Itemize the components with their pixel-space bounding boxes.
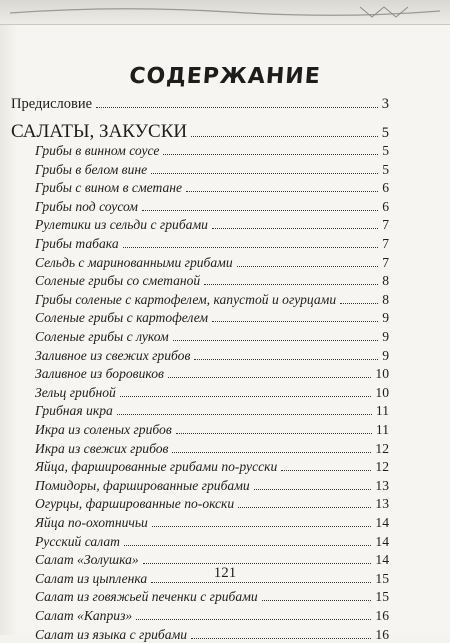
toc-entry-label: Сельдь с маринованными грибами bbox=[35, 254, 233, 270]
toc-entry-row bbox=[35, 515, 389, 531]
dot-leader bbox=[281, 470, 371, 471]
dot-leader bbox=[340, 303, 378, 304]
toc-entry-row bbox=[35, 385, 389, 401]
toc-entry-row bbox=[35, 366, 389, 382]
toc-entry-row bbox=[35, 534, 389, 550]
toc-entry-label: Рулетики из сельди с грибами bbox=[35, 217, 208, 233]
toc-page-number: 14 bbox=[375, 533, 389, 549]
dot-leader bbox=[254, 489, 372, 490]
toc-entry-label: Соленые грибы с луком bbox=[35, 329, 169, 344]
page-number-footer: 121 bbox=[213, 565, 237, 581]
toc-entry-row bbox=[35, 441, 389, 457]
toc-entry-row bbox=[35, 459, 389, 475]
toc-page-number: 16 bbox=[375, 626, 389, 642]
toc-entry-label: Икра из соленых грибов bbox=[35, 422, 172, 437]
toc-section-heading bbox=[11, 121, 389, 143]
toc-entry-label: Салат из говяжьей печенки с грибами bbox=[35, 589, 258, 605]
toc-entry-label: Русский салат bbox=[35, 533, 120, 549]
toc-page-number: 11 bbox=[375, 403, 389, 419]
toc-page-number: 13 bbox=[375, 477, 389, 493]
toc-entry-row bbox=[35, 496, 389, 512]
toc-entry-label: Грибы табака bbox=[35, 236, 119, 251]
toc-entry-label: Помидоры, фаршированные грибами bbox=[35, 477, 250, 493]
toc-front-matter-row bbox=[11, 96, 389, 113]
toc-entry-row bbox=[35, 292, 389, 308]
toc-page-number: 9 bbox=[382, 347, 389, 363]
dot-leader bbox=[163, 154, 378, 155]
dot-leader bbox=[142, 210, 378, 211]
toc-page-number: 8 bbox=[382, 291, 389, 307]
toc-page-number: 15 bbox=[375, 570, 389, 586]
toc-entry-row bbox=[35, 180, 389, 196]
toc-entry-label: Заливное из боровиков bbox=[35, 366, 164, 382]
toc-page-number: 15 bbox=[375, 589, 389, 605]
toc-page-number: 11 bbox=[375, 422, 389, 437]
toc-page-number: 5 bbox=[381, 125, 389, 141]
dot-leader bbox=[117, 414, 372, 415]
toc-page-number: 9 bbox=[382, 310, 389, 326]
toc-entry-label: Соленые грибы со сметаной bbox=[35, 273, 201, 289]
dot-leader bbox=[123, 247, 379, 248]
toc-entry-label: Грибы в белом вине bbox=[35, 161, 148, 177]
dot-leader bbox=[151, 173, 378, 174]
toc-entry-label: Салат «Каприз» bbox=[35, 608, 133, 623]
dot-leader bbox=[124, 545, 371, 546]
toc-entry-label: Икра из свежих грибов bbox=[35, 440, 169, 456]
toc-entry-label: Салат «Золушка» bbox=[35, 552, 139, 568]
toc-entry-label: Заливное из свежих грибов bbox=[35, 347, 191, 363]
toc-entry-label: Грибы соленые с картофелем, капустой и огурцами bbox=[35, 291, 337, 307]
page-header-band bbox=[0, 0, 450, 25]
toc-entry-row bbox=[35, 403, 389, 419]
dot-leader bbox=[191, 638, 371, 639]
dot-leader bbox=[212, 321, 378, 322]
toc-entry-row bbox=[35, 255, 389, 271]
toc-entry-label: Зельц грибной bbox=[35, 384, 116, 400]
toc-entry-label: Салат из цыпленка bbox=[35, 570, 148, 586]
toc-page-number: 5 bbox=[382, 161, 389, 177]
dot-leader bbox=[168, 377, 371, 378]
toc-entry-label: Грибы в винном соусе bbox=[35, 143, 160, 158]
dot-leader bbox=[172, 452, 371, 453]
toc-page-number: 7 bbox=[382, 236, 389, 251]
section-title: САЛАТЫ, ЗАКУСКИ bbox=[11, 121, 188, 142]
toc-page-number: 8 bbox=[382, 273, 389, 289]
toc-page-number: 3 bbox=[381, 96, 389, 112]
header-ornament-icon bbox=[0, 3, 450, 21]
toc-page-number: 14 bbox=[375, 552, 389, 568]
toc-entry-row bbox=[35, 162, 389, 178]
toc-entry-row bbox=[35, 329, 389, 345]
toc-entry-row bbox=[35, 608, 389, 624]
dot-leader bbox=[238, 507, 371, 508]
toc-page-number: 9 bbox=[382, 329, 389, 344]
dot-leader bbox=[194, 359, 378, 360]
toc-page-number: 5 bbox=[382, 143, 389, 158]
dot-leader bbox=[173, 340, 379, 341]
toc-entry-row bbox=[35, 478, 389, 494]
dot-leader bbox=[152, 526, 372, 527]
toc-entry-label: Огурцы, фаршированные по-окски bbox=[35, 496, 235, 512]
dot-leader bbox=[262, 600, 372, 601]
toc-entry-label: Яйца по-охотничьи bbox=[35, 515, 148, 530]
toc-page-number: 6 bbox=[382, 198, 389, 214]
toc-entry-row bbox=[35, 236, 389, 252]
dot-leader bbox=[176, 433, 372, 434]
toc-entry-row bbox=[35, 199, 389, 215]
toc-page-number: 6 bbox=[382, 180, 389, 196]
toc-entry-row bbox=[35, 273, 389, 289]
toc-entry-row bbox=[35, 589, 389, 605]
toc-page-number: 10 bbox=[375, 384, 389, 400]
toc-page-number: 7 bbox=[382, 254, 389, 270]
toc-entry-label: Салат из языка с грибами bbox=[35, 626, 188, 642]
toc-page-number: 10 bbox=[375, 366, 389, 382]
toc-entry-row bbox=[35, 310, 389, 326]
dot-leader bbox=[96, 107, 378, 108]
dot-leader bbox=[120, 396, 372, 397]
toc-page-number: 14 bbox=[375, 515, 389, 530]
toc-page-number: 7 bbox=[382, 217, 389, 233]
toc-entry-label: Грибная икра bbox=[35, 403, 113, 419]
toc-page-number: 12 bbox=[375, 459, 389, 475]
page-title: СОДЕРЖАНИЕ bbox=[128, 64, 322, 89]
dot-leader bbox=[237, 266, 379, 267]
dot-leader bbox=[136, 619, 371, 620]
toc-page-number: 16 bbox=[375, 608, 389, 623]
dot-leader bbox=[186, 191, 378, 192]
dot-leader bbox=[204, 284, 378, 285]
toc-page-number: 13 bbox=[375, 496, 389, 512]
toc-entry-label: Грибы с вином в сметане bbox=[35, 180, 183, 196]
toc-entry-label: Грибы под соусом bbox=[35, 198, 138, 214]
toc-entry-row bbox=[35, 143, 389, 159]
toc-entry-label: Предисловие bbox=[11, 96, 93, 112]
toc-entry-row bbox=[35, 422, 389, 438]
dot-leader bbox=[191, 136, 378, 137]
dot-leader bbox=[212, 228, 378, 229]
toc-entry-row bbox=[35, 348, 389, 364]
toc-page-number: 12 bbox=[375, 440, 389, 456]
toc-entry-label: Яйца, фаршированные грибами по-русски bbox=[35, 459, 278, 475]
toc-entry-label: Соленые грибы с картофелем bbox=[35, 310, 209, 326]
toc-entry-row bbox=[35, 217, 389, 233]
